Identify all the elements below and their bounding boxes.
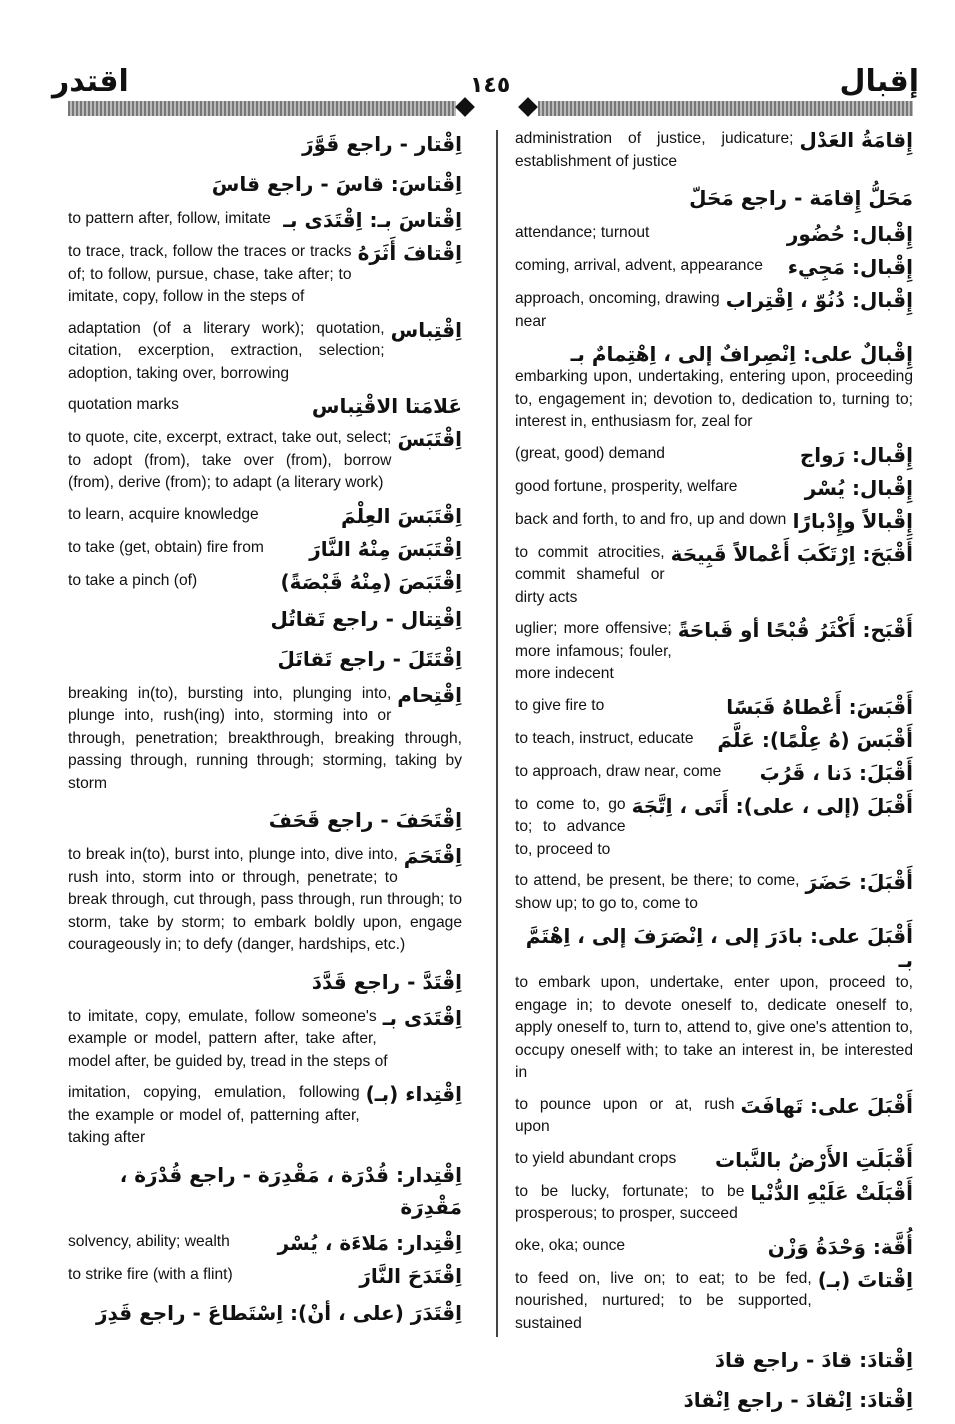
dictionary-entry — [515, 1094, 913, 1139]
arabic-headword: أَقْبَحَ: اِرْتَكَبَ أَعْمالاً قَبِيحَة — [670, 541, 913, 566]
cross-reference-entry: اِقْتادَ: اِنْقادَ - راجع اِنْقادَ — [683, 1388, 913, 1412]
dictionary-entry — [515, 1268, 913, 1336]
column-divider — [496, 130, 498, 1337]
english-definition: to learn, acquire knowledge — [68, 505, 259, 523]
dictionary-entry — [68, 537, 462, 561]
dictionary-entry — [68, 394, 462, 418]
english-definition: breaking in(to), bursting into, plunging into, plunge into, rush(ing) into, storming into or through, penetration; breakthrough, breaking through, passing through, running through; storming, taking by storm — [68, 684, 462, 792]
left-column — [68, 128, 462, 1337]
dictionary-entry — [68, 683, 462, 796]
cross-reference-entry: اِقْتَحَفَ - راجع قَحَفَ — [268, 808, 462, 832]
dictionary-entry — [515, 342, 913, 434]
arabic-headword: أَقْبَلَتِ الأَرْضُ بالنَّبات — [714, 1147, 913, 1172]
english-definition: to attend, be present, be there; to come, show up; to go to, come to — [515, 872, 800, 912]
arabic-headword: أَقْبَح: أَكْثَرُ قُبْحًا أو قَباحَةً — [677, 618, 913, 642]
cross-reference-entry: مَحَلُّ إِقامَة - راجع مَحَلّ — [689, 186, 913, 210]
dictionary-entry — [515, 1235, 913, 1259]
header-rule-right — [538, 101, 913, 116]
english-definition: to take (get, obtain) fire from — [68, 538, 264, 556]
dictionary-entry — [68, 318, 462, 386]
arabic-headword: أَقْبَلَ على: بادَرَ إلى ، اِنْصَرَفَ إلى ، اِهْتَمَّ بـ — [525, 924, 913, 972]
dictionary-entry — [68, 844, 462, 957]
dictionary-entry — [515, 924, 913, 1085]
arabic-headword: إِقْبالٌ على: اِنْصِرافٌ إلى ، اِهْتِمامٌ بـ — [570, 342, 913, 366]
english-definition: administration of justice, judicature; establishment of justice — [515, 130, 794, 170]
diamond-ornament-left — [455, 97, 475, 117]
diamond-ornament-right — [518, 97, 538, 117]
arabic-headword: إِقْبال: رَواج — [799, 442, 913, 467]
dictionary-entry — [68, 570, 462, 594]
arabic-headword: اِقْتافَ أَثَرَهُ — [357, 241, 462, 265]
english-definition: to feed on, live on; to eat; to be fed, nourished, nurtured; to be supported, sustained — [515, 1269, 812, 1332]
arabic-headword: اِقْتِحام — [397, 682, 462, 707]
english-definition: to pounce upon or at, rush upon — [515, 1095, 735, 1135]
header-rule-left — [68, 101, 456, 116]
arabic-headword: أَقْبَلَتْ عَلَيْهِ الدُّنْيا — [750, 1180, 913, 1205]
english-definition: imitation, copying, emulation, following the example or model of, patterning after, taking after — [68, 1084, 360, 1146]
english-definition: to quote, cite, excerpt, extract, take out, select; to adopt (from), take over (from), borrow (from), derive (from); to adapt (a literary work) — [68, 429, 392, 491]
english-definition: to embark upon, undertake, enter upon, proceed to, engage in; to devote oneself to, dedicate oneself to, apply oneself to, turn to, attend to, give one's attention to, occupy oneself with; to take an interest in, be interested in — [515, 974, 913, 1081]
english-definition: solvency, ability; wealth — [68, 1232, 230, 1250]
guide-word-left: اقتدر — [52, 65, 129, 98]
english-definition: to approach, draw near, come — [515, 762, 722, 780]
dictionary-entry — [68, 427, 462, 495]
dictionary-entry — [515, 509, 913, 533]
english-definition: adaptation (of a literary work); quotation, citation, excerption, extraction, selection; adoption, taking over, borrowing — [68, 319, 385, 382]
dictionary-entry — [515, 761, 913, 785]
page-number: ١٤٥ — [470, 72, 511, 97]
arabic-headword: اِقْتَحَمَ — [403, 844, 462, 868]
arabic-headword: اِقْتَدَى بـ — [382, 1005, 462, 1030]
english-definition: to come to, go to; to advance to, proceed to — [515, 795, 626, 858]
dictionary-entry — [515, 476, 913, 500]
dictionary-entry — [68, 1006, 462, 1074]
arabic-headword: اِقْتاتَ (بـ) — [817, 1267, 913, 1292]
english-definition: attendance; turnout — [515, 224, 650, 241]
dictionary-entry — [68, 208, 462, 232]
arabic-headword: اِقْتِباس — [390, 317, 462, 342]
arabic-headword: اِقْتَبَسَ — [397, 427, 462, 451]
dictionary-entry — [515, 1148, 913, 1172]
english-definition: quotation marks — [68, 396, 179, 413]
english-definition: to imitate, copy, emulate, follow someone's example or model, pattern after, take after, model after, be guided by, tread in the steps of — [68, 1007, 388, 1070]
cross-reference-entry: اِقْتار - راجع قَوَّرَ — [302, 132, 462, 156]
english-definition: to pattern after, follow, imitate — [68, 210, 271, 227]
guide-word-right: إقبال — [839, 65, 919, 98]
arabic-headword: اِقْتَبَسَ العِلْمَ — [340, 503, 462, 528]
dictionary-entry — [68, 1082, 462, 1150]
arabic-headword: اِقْتِداء (بـ) — [365, 1082, 462, 1106]
english-definition: to strike fire (with a flint) — [68, 1265, 233, 1283]
arabic-headword: اِقْتَبَسَ مِنْهُ النَّارَ — [309, 536, 462, 561]
arabic-headword: اِقْتَبَصَ (مِنْهُ قَبْصَةً) — [280, 569, 462, 594]
dictionary-entry — [515, 728, 913, 752]
english-definition: back and forth, to and fro, up and down — [515, 510, 787, 528]
arabic-headword: أَقْبَلَ: دَنا ، قَرُبَ — [759, 760, 913, 785]
dictionary-entry — [515, 255, 913, 279]
arabic-headword: أَقْبَلَ: حَضَرَ — [805, 870, 913, 894]
arabic-headword: أَقْبَلَ على: تَهافَتَ — [740, 1093, 913, 1118]
arabic-headword: إِقامَةُ العَدْل — [799, 128, 913, 152]
dictionary-entry — [515, 542, 913, 610]
english-definition: coming, arrival, advent, appearance — [515, 257, 763, 274]
dictionary-entry — [515, 443, 913, 467]
arabic-headword: اِقْتاسَ بـ: اِقْتَدَى بـ — [283, 208, 462, 232]
arabic-headword: إِقْبال: مَجِيء — [787, 255, 913, 279]
arabic-headword: إِقْبالاً وإِدْبارًا — [792, 508, 913, 533]
cross-reference-entry: اِقْتِدار: قُدْرَة ، مَقْدِرَة - راجع قُدْرَة ، مَقْدِرَة — [119, 1162, 462, 1219]
dictionary-entry — [515, 870, 913, 915]
cross-reference-entry: اِقْتَدَرَ (على ، أنْ): اِسْتَطاعَ - راجع قَدِرَ — [95, 1300, 462, 1325]
dictionary-entry — [515, 288, 913, 333]
english-definition: to yield abundant crops — [515, 1149, 677, 1167]
dictionary-entry — [515, 128, 913, 173]
english-definition: oke, oka; ounce — [515, 1236, 626, 1254]
cross-reference-entry: اِقْتَتَلَ - راجع تَقاتَلَ — [277, 646, 462, 671]
arabic-headword: إِقْبال: يُسْر — [804, 475, 913, 500]
dictionary-entry — [515, 695, 913, 719]
english-definition: to commit atrocities, commit shameful or dirty acts — [515, 543, 665, 606]
dictionary-entry — [515, 1181, 913, 1226]
arabic-headword: اِقْتِدار: مَلاءَة ، يُسْر — [277, 1230, 462, 1255]
cross-reference-entry: اِقْتِتال - راجع تَقاتُل — [270, 606, 462, 631]
english-definition: to give fire to — [515, 696, 605, 714]
dictionary-entry — [515, 618, 913, 686]
arabic-headword: اِقْتَدَحَ النَّارَ — [359, 1263, 462, 1288]
dictionary-entry — [68, 1231, 462, 1255]
dictionary-entry — [68, 504, 462, 528]
english-definition: to be lucky, fortunate; to be prosperous; to prosper, succeed — [515, 1182, 745, 1222]
arabic-headword: أُقَّة: وَحْدَةُ وَزْن — [767, 1234, 913, 1259]
dictionary-entry — [68, 1264, 462, 1288]
right-column — [515, 128, 913, 1424]
english-definition: good fortune, prosperity, welfare — [515, 477, 738, 495]
cross-reference-entry: اِقْتادَ: قادَ - راجع قادَ — [714, 1348, 913, 1372]
arabic-headword: أَقْبَلَ (إلى ، على): أَتَى ، اِتَّجَهَ — [631, 793, 913, 818]
arabic-headword: أَقْبَسَ (هُ عِلْمًا): عَلَّمَ — [717, 727, 913, 752]
arabic-headword: أَقْبَسَ: أَعْطاهُ قَبَسًا — [726, 694, 913, 719]
dictionary-entry — [68, 241, 462, 309]
dictionary-entry — [515, 794, 913, 862]
cross-reference-entry: اِقْتَدَّ - راجع قَدَّدَ — [311, 969, 462, 994]
cross-reference-entry: اِقْتاسَ: قاسَ - راجع قاسَ — [211, 172, 462, 196]
arabic-headword: إِقْبال: دُنُوّ ، اِقْتِراب — [725, 288, 913, 312]
english-definition: to trace, track, follow the traces or tracks of; to follow, pursue, chase, take after; to imitate, copy, follow in the steps of — [68, 243, 352, 305]
arabic-headword: عَلامَتا الاقْتِباس — [311, 394, 462, 418]
english-definition: embarking upon, undertaking, entering upon, proceeding to, engagement in; devotion to, dedication to, turning to; interest in, enthusiasm for, zeal for — [515, 368, 913, 430]
dictionary-entry — [515, 222, 913, 246]
arabic-headword: إِقْبال: حُضُور — [786, 222, 913, 246]
english-definition: to take a pinch (of) — [68, 571, 198, 589]
english-definition: uglier; more offensive; more infamous; fouler, more indecent — [515, 620, 672, 682]
english-definition: to break in(to), burst into, plunge into, dive into, rush into, storm into or through, penetrate; to break through, cut through, pass through, run through; to storm, take by storm; to embark boldly upon, engage courageously in; to defy (danger, hardships, etc.) — [68, 846, 462, 953]
english-definition: to teach, instruct, educate — [515, 729, 694, 747]
english-definition: (great, good) demand — [515, 444, 665, 462]
english-definition: approach, oncoming, drawing near — [515, 290, 720, 330]
